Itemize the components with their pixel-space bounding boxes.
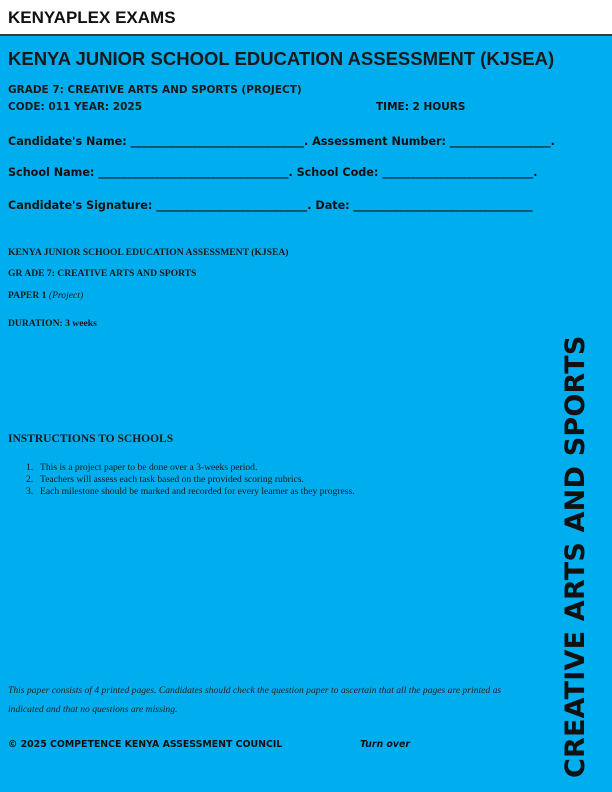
candidate-name-field[interactable]: Candidate's Name: _______________________________. Assessment Number: __________________. [8,135,555,148]
duration-line: DURATION: 3 weeks [8,318,97,329]
code-line: CODE: 011 YEAR: 2025 [8,101,143,113]
paper-assessment-line: KENYA JUNIOR SCHOOL EDUCATION ASSESSMENT (KJSEA) [8,247,289,258]
paper-grade-line: GR ADE 7: CREATIVE ARTS AND SPORTS [8,268,197,279]
instructions-list [26,462,355,498]
list-item: 2. Teachers will assess each task based on the provided scoring rubrics. [26,474,304,485]
pages-note-line-1: This paper consists of 4 printed pages. Candidates should check the question paper to ascertain that all the pages are printed as [8,685,502,696]
instructions-title: INSTRUCTIONS TO SCHOOLS [8,433,174,445]
school-name-field[interactable]: School Name: __________________________________. School Code: ___________________________. [8,166,538,179]
list-item: 3. Each milestone should be marked and recorded for every learner as they progress. [26,486,355,497]
copyright: © 2025 COMPETENCE KENYA ASSESSMENT COUNCIL [8,739,283,750]
paper-label: PAPER 1 [8,290,47,301]
signature-field[interactable]: Candidate's Signature: ___________________________. Date: ________________________________ [8,199,533,212]
top-banner [0,0,612,36]
exam-title: KENYA JUNIOR SCHOOL EDUCATION ASSESSMENT (KJSEA) [8,48,555,69]
grade-line: GRADE 7: CREATIVE ARTS AND SPORTS (PROJECT) [8,84,302,96]
list-item: 1. This is a project paper to be done over a 3-weeks period. [26,462,258,473]
pages-note-line-2: indicated and that no questions are missing. [8,704,178,715]
brand-name: KENYAPLEX EXAMS [8,8,176,27]
side-title: CREATIVE ARTS AND SPORTS [560,335,591,778]
paper-number-line [8,290,83,301]
turn-over: Turn over [360,739,410,750]
paper-type: (Project) [48,290,84,301]
time-allowed: TIME: 2 HOURS [376,101,466,113]
